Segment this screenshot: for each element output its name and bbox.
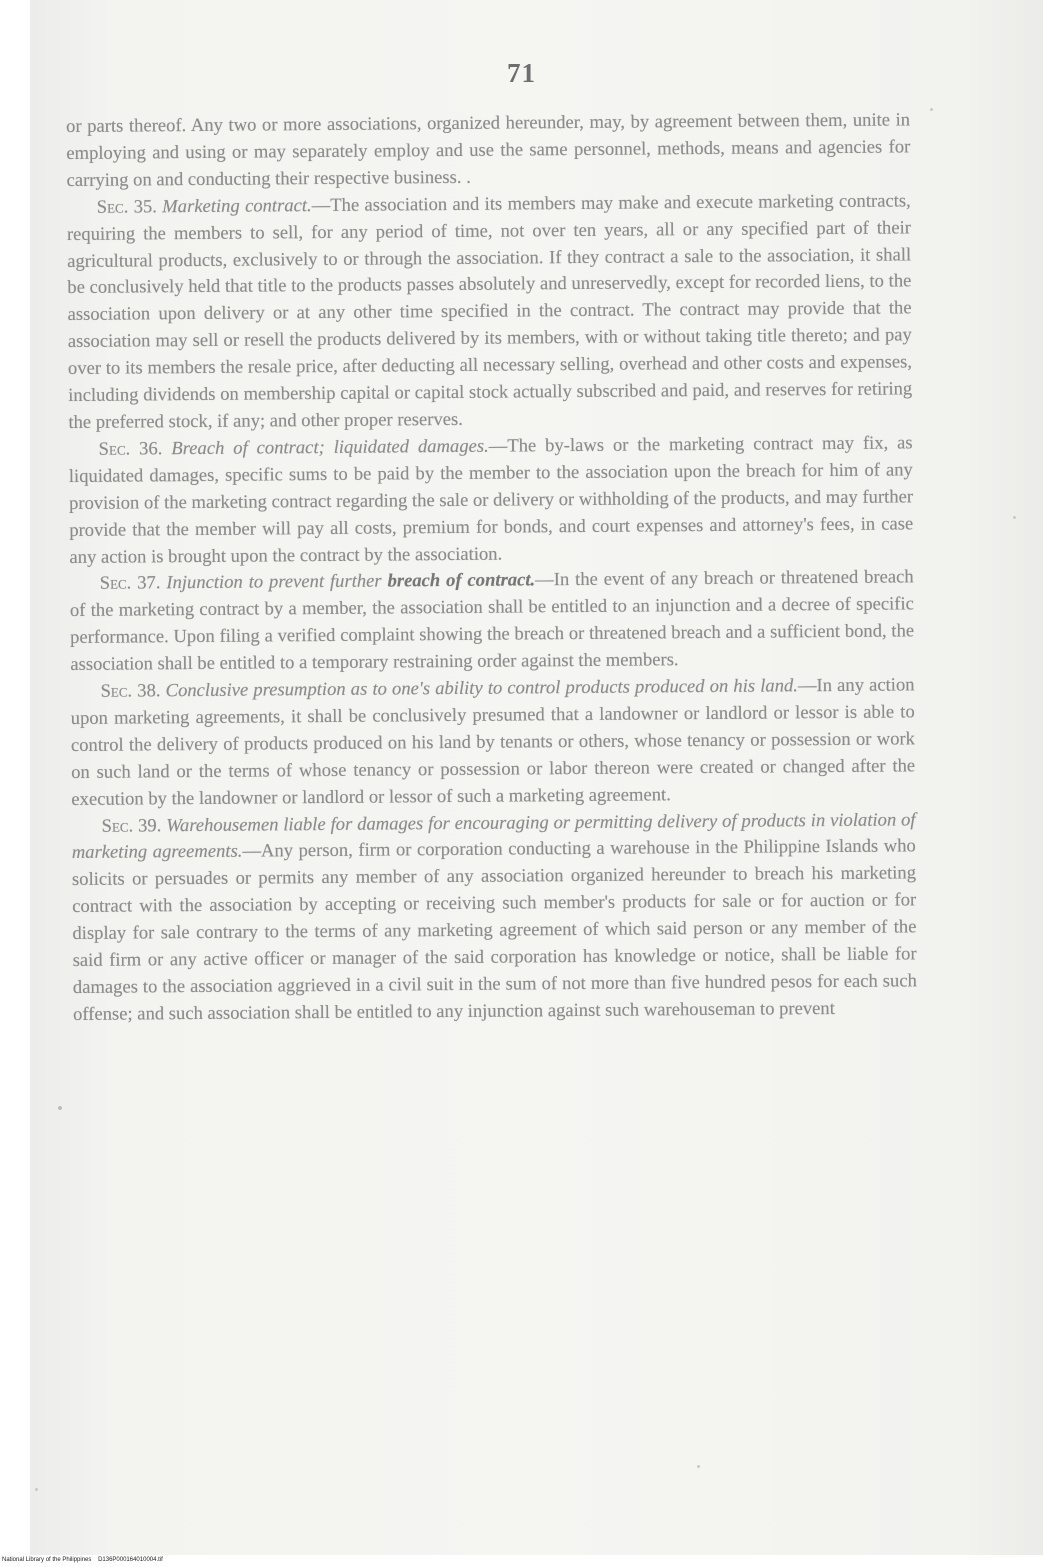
footer-identifier: D136P000164010004.tif: [98, 1557, 163, 1563]
section-37: [70, 565, 915, 679]
section-body: —In the event of any breach or threatened breach of the marketing contract by a member, the association shall be entitled to an injunction and a decree of specific performance. Upon filing a verified complaint showing the breach or threatened breach and a sufficient bond, the association shall be entitled to a temporary restraining order against the members.: [69, 566, 915, 676]
left-margin-strip: [0, 0, 30, 1567]
section-heading: Marketing contract.: [162, 194, 312, 217]
scan-speck: [1013, 516, 1016, 519]
section-body: —In any action upon marketing agreements, it shall be conclusively presumed that a landowner or landlord or lessor is able to control the delivery of products produced on his land by tenants or others, whose tenancy or possession or work on such land or the terms of whose tenancy or possession or labor thereon were created or changed after the execution by the landowner or landlord or lessor of such a marketing agreement.: [70, 674, 916, 810]
section-heading: Warehousemen liable for damages for encouraging or permitting delivery of products in violation of marketing agreements.: [71, 808, 916, 864]
section-number: Sec. 37.: [99, 572, 161, 595]
section-body: —Any person, firm or corporation conducting a warehouse in the Philippine Islands who solicits or persuades or permits any member of any association organized hereunder to breach his marketing contract with the association by accepting or receiving such member's products for sale or for auction or for display for sale contrary to the terms of any marketing agreement of which said person or any member of the said firm or any active officer or manager of the said corporation has knowledge or notice, shall be liable for damages to the association aggrieved in a civil suit in the sum of not more than five hundred pesos for each such offense; and such association shall be entitled to any injunction against such warehouseman to prevent: [71, 835, 917, 1025]
paragraph-continuation: [66, 107, 911, 194]
section-35: [67, 188, 913, 437]
section-heading: Breach of contract; liquidated damages.: [171, 435, 489, 460]
section-number: Sec. 36.: [98, 438, 163, 460]
body-text: [66, 107, 917, 1028]
section-heading-bold: breach of contract.: [387, 569, 536, 592]
scan-speck: [930, 108, 933, 111]
section-body: —The association and its members may make and execute marketing contracts, requiring the members to sell, for any period of time, not over ten years, all or any specified part of their agricultural products, exclusively to or through the association. If they contract a sale to the association, it shall be conclusively held that title to the products passes absolutely and unreservedly, except for recorded liens, to the association upon delivery or at any other time specified in the contract. The contract may provide that the association may sell or resell the products delivered by its members, with or without taking title thereto; and pay over to its members the resale price, after deducting all necessary selling, overhead and other costs and expenses, including dividends on membership capital or capital stock actually subscribed and paid, and reserves for retiring the preferred stock, if any; and other proper reserves.: [66, 190, 913, 433]
section-number: Sec. 35.: [96, 196, 157, 218]
section-heading: Injunction to prevent further: [166, 570, 382, 594]
section-36: [69, 430, 914, 571]
section-number: Sec. 39.: [101, 814, 162, 837]
scan-speck: [35, 1488, 38, 1491]
footer-caption: [2, 1557, 163, 1563]
page-number: 71: [507, 58, 536, 88]
section-38: [70, 672, 915, 813]
paragraph-body: or parts thereof. Any two or more associations, organized hereunder, may, by agreement between them, unite in employing and using or may separately employ and use the same personnel, methods, means and agencies for carrying on and conducting their respective business. .: [66, 109, 911, 191]
section-body: —The by-laws or the marketing contract may fix, as liquidated damages, specific sums to be paid by the member to the association upon the breach for him of any provision of the marketing contract regarding the sale or delivery or withholding of the products, and may further provide that the member will pay all costs, premium for bonds, and court expenses and attorney's fees, in case any action is brought upon the contract by the association.: [68, 432, 914, 568]
scan-speck: [697, 1465, 700, 1468]
section-heading: Conclusive presumption as to one's ability to control products produced on his land.: [165, 675, 798, 702]
scan-speck: [58, 1106, 62, 1110]
section-39: [71, 807, 917, 1029]
section-number: Sec. 38.: [100, 680, 161, 702]
footer-source: National Library of the Philippines: [2, 1557, 92, 1563]
